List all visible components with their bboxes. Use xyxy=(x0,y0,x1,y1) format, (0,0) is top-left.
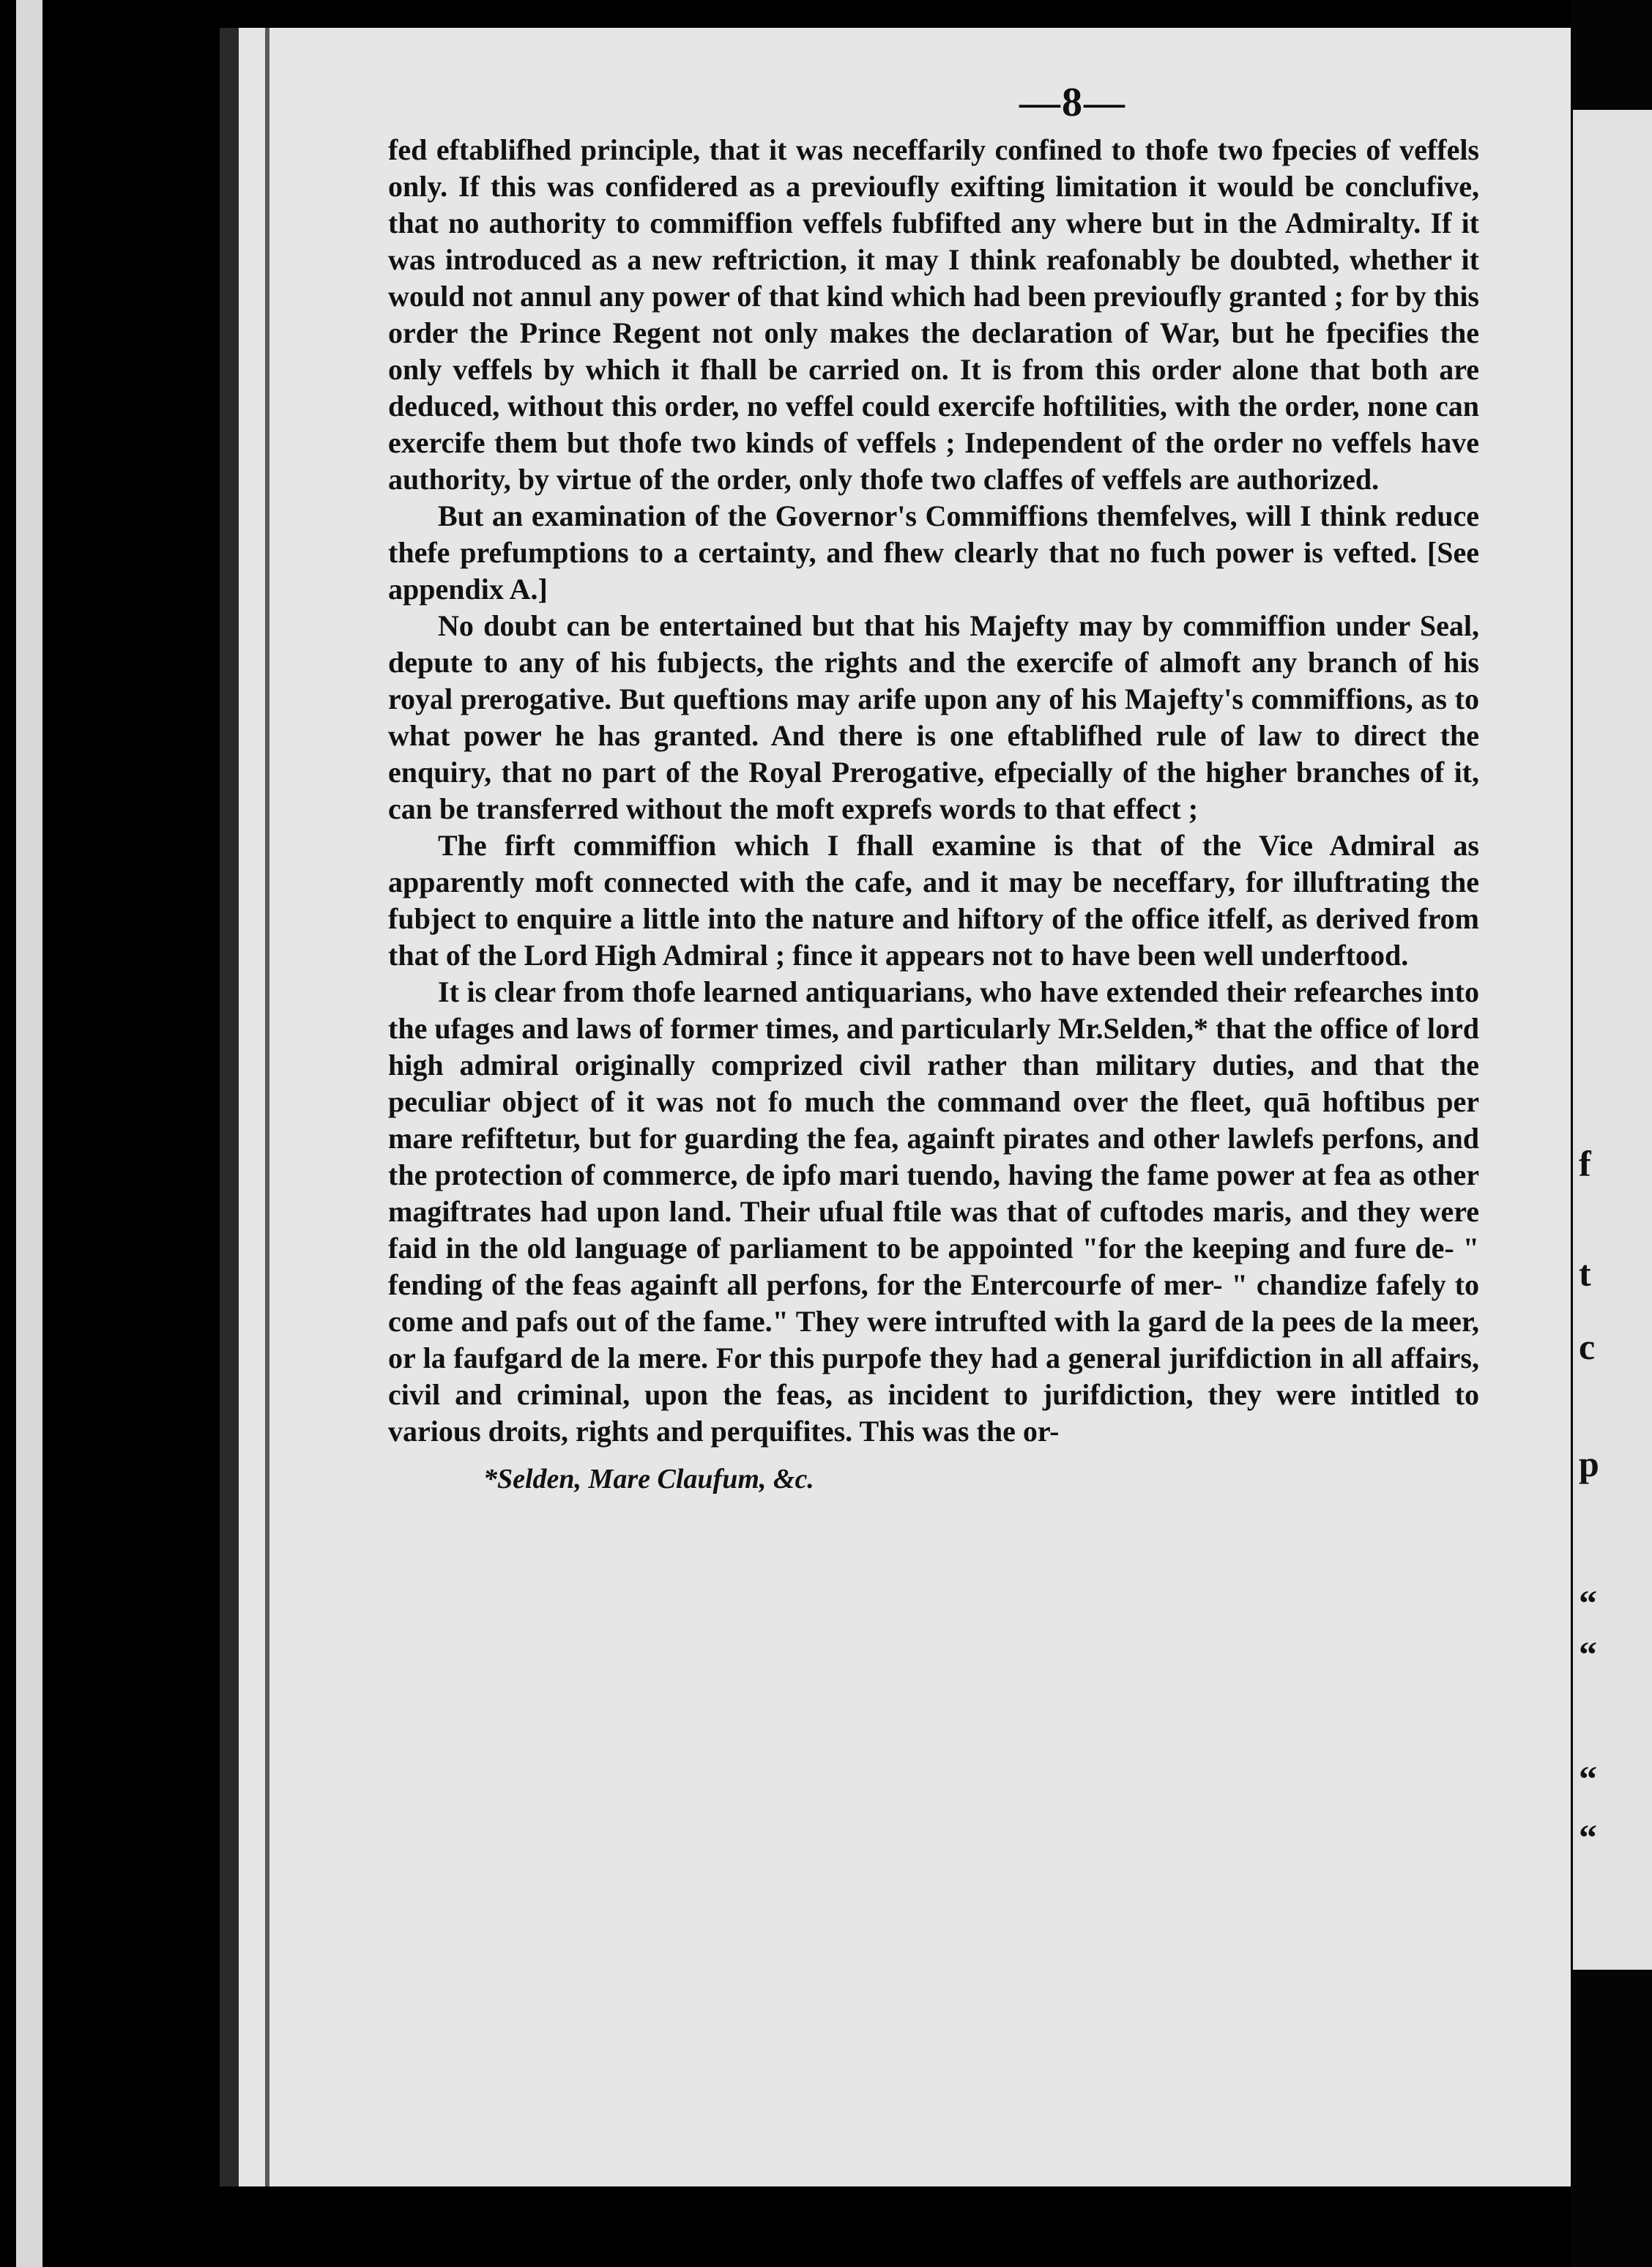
paragraph: fed eftablifhed principle, that it was neceffarily confined to thofe two fpecies of veffels only. If this was confidered as a previoufly exifting limitation it would be conclufive, that no authority to commiffion veffels fubfifted any where but in the Admiralty. If it was introduced as a new reftriction, it may I think reafonably be doubted, whether it would not annul any power of that kind which had been previoufly granted ; for by this order the Prince Regent not only makes the declaration of War, but he fpecifies the only veffels by which it fhall be carried on. It is from this order alone that both are deduced, without this order, no veffel could exercife hoftilities, with the order, none can exercife them but thofe two kinds of veffels ; Independent of the order no veffels have authority, by virtue of the order, only thofe two claffes of veffels are authorized. xyxy=(388,133,1479,496)
page-text-layer xyxy=(220,28,1571,2186)
body-text xyxy=(388,132,1479,1450)
footnote: *Selden, Mare Claufum, &c. xyxy=(483,1464,814,1494)
page-number: —8— xyxy=(1019,80,1126,125)
next-page-edge xyxy=(1573,110,1652,1970)
paragraph: It is clear from thofe learned antiquarians, who have extended their refearches into the ufages and laws of former times, and particularly Mr.Selden,* that the office of lord high admiral originally comprized civil rather than military duties, and that the peculiar object of it was not fo much the command over the fleet, quā hoftibus per mare refiftetur, but for guarding the fea, againft pirates and other lawlefs perfons, and the protection of commerce, de ipfo mari tuendo, having the fame power at fea as other magiftrates had upon land. Their ufual ftile was that of cuftodes maris, and they were faid in the old language of parliament to be appointed "for the keeping and fure de- " fending of the feas againft all perfons, for the Entercourfe of mer- " chandize fafely to come and pafs out of the fame." They were intrufted with la gard de la pees de la meer, or la faufgard de la mere. For this purpofe they had a general jurifdiction in all affairs, civil and criminal, upon the feas, as incident to jurifdiction, they were intitled to various droits, rights and perquifites. This was the or- xyxy=(388,975,1479,1448)
next-page-glyph: p xyxy=(1579,1443,1599,1484)
next-page-glyph: “ xyxy=(1579,1817,1597,1858)
paragraph: No doubt can be entertained but that his Majefty may by commiffion under Seal, depute to any of his fubjects, the rights and the exercife of almoft any branch of his royal prerogative. But queftions may arife upon any of his Majefty's commiffions, as to what power he has granted. And there is one eftablifhed rule of law to direct the enquiry, that no part of the Royal Prerogative, efpecially of the higher branches of it, can be transferred without the moft exprefs words to that effect ; xyxy=(388,609,1479,825)
paragraph: But an examination of the Governor's Commiffions themfelves, will I think reduce thefe prefumptions to a certainty, and fhew clearly that no fuch power is vefted. [See appendix A.] xyxy=(388,499,1479,606)
next-page-glyph: “ xyxy=(1579,1634,1597,1675)
next-page-glyph: “ xyxy=(1579,1582,1597,1623)
next-page-glyph: f xyxy=(1579,1143,1591,1184)
paragraph: The firft commiffion which I fhall examine is that of the Vice Admiral as apparently moft connected with the cafe, and it may be neceffary, for illuftrating the fubject to enquire a little into the nature and hiftory of the office itfelf, as derived from that of the Lord High Admiral ; fince it appears not to have been well underftood. xyxy=(388,829,1479,972)
next-page-glyph: c xyxy=(1579,1326,1596,1367)
previous-page-edge xyxy=(16,0,42,2267)
next-page-glyph: t xyxy=(1579,1253,1591,1294)
next-page-glyph: “ xyxy=(1579,1758,1597,1799)
page-content xyxy=(388,79,1479,1495)
